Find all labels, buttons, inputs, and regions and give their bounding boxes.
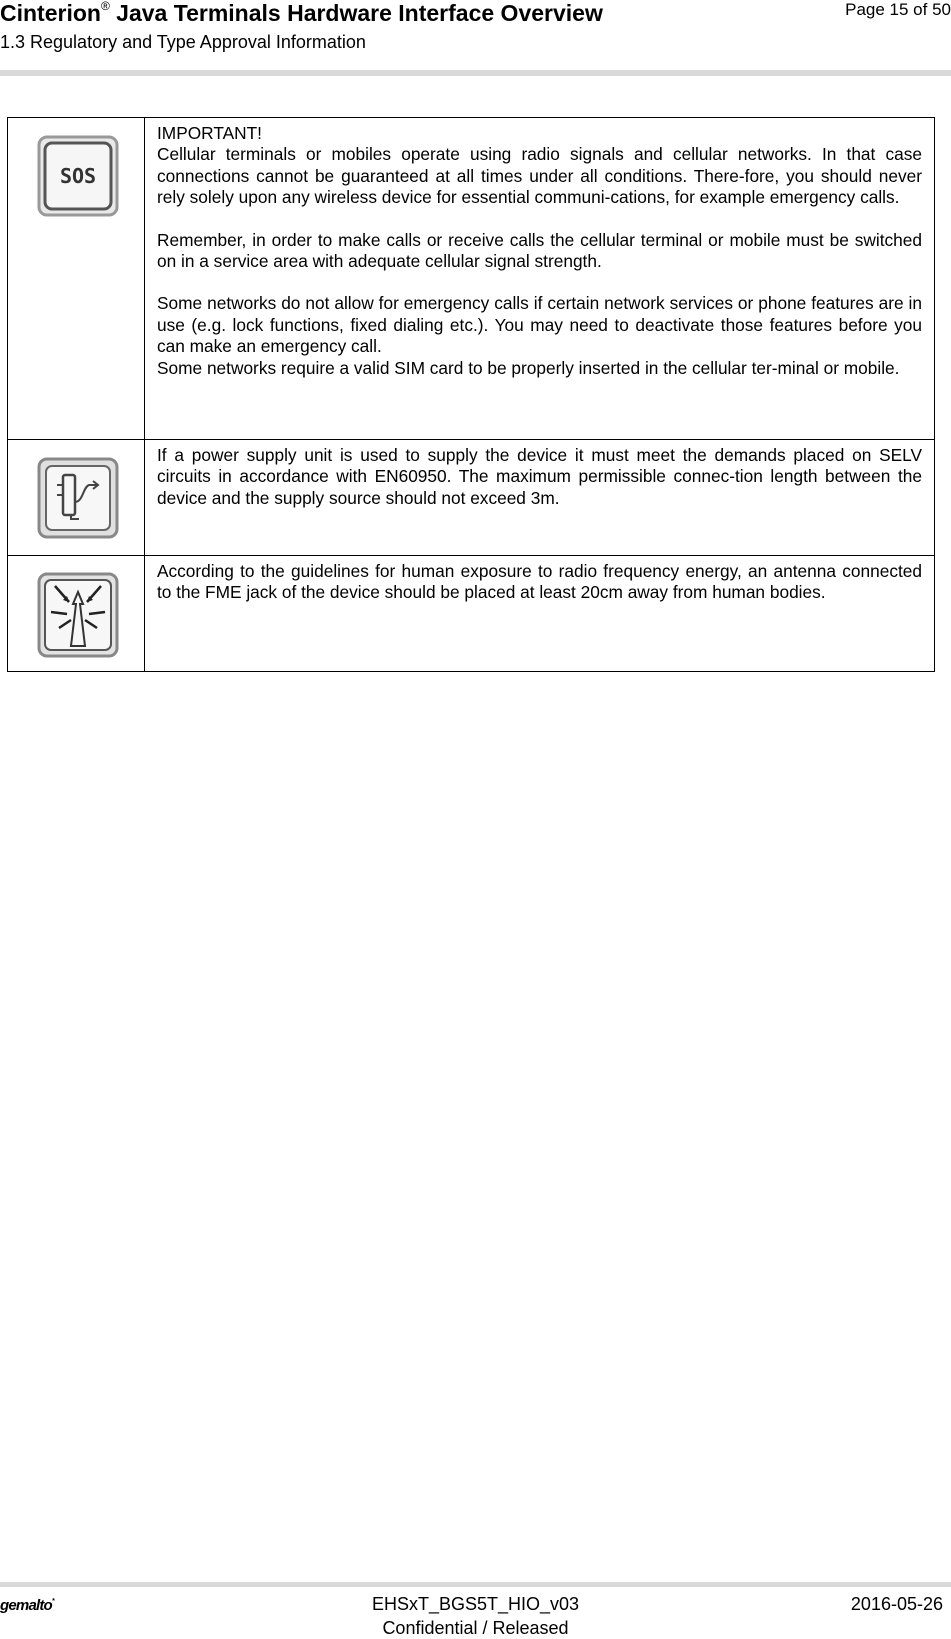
document-title — [0, 0, 603, 26]
registered-mark: ® — [100, 0, 110, 13]
note-text — [145, 118, 935, 440]
safety-notes-table — [7, 117, 935, 672]
logo-text: gemalto — [0, 1597, 52, 1614]
classification: Confidential / Released — [382, 1618, 569, 1638]
page-number: Page 15 of 50 — [845, 0, 951, 19]
svg-text:SOS: SOS — [59, 164, 97, 188]
paragraph: Remember, in order to make calls or receive calls the cellular terminal or mobile must be switched on in a service area with adequate cellular signal strength. — [157, 229, 922, 272]
table-row — [8, 440, 935, 556]
table-row — [8, 556, 935, 672]
paragraph: According to the guidelines for human exposure to radio frequency energy, an antenna connected to the FME jack of the device should be placed at least 20cm away from human bodies. — [157, 561, 922, 603]
power-supply-icon — [35, 457, 121, 543]
note-text — [145, 556, 935, 672]
table-row — [8, 118, 935, 440]
icon-cell — [8, 556, 145, 672]
important-heading: IMPORTANT! — [157, 123, 262, 143]
title-rest: Java Terminals Hardware Interface Overview — [109, 0, 603, 26]
document-id: EHSxT_BGS5T_HIO_v03 — [371, 1594, 580, 1614]
icon-cell — [8, 118, 145, 440]
paragraph: If a power supply unit is used to supply the device it must meet the demands placed on SELV circuits in accordance with EN60950. The maximum permissible connec-tion length between the device and the supply source should not exceed 3m. — [157, 445, 922, 508]
icon-cell — [8, 440, 145, 556]
paragraph: Cellular terminals or mobiles operate using radio signals and cellular networks. In that case connections cannot be guaranteed at all times under all conditions. There-fore, you should never rely solely upon any wireless device for essential communi-cations, for example emergency calls. — [157, 144, 922, 208]
section-subtitle: 1.3 Regulatory and Type Approval Information — [0, 32, 366, 52]
footer-divider — [0, 1582, 951, 1587]
document-date: 2016-05-26 — [850, 1594, 943, 1614]
antenna-radiation-icon — [35, 572, 121, 658]
title-brand: Cinterion — [0, 0, 101, 26]
sos-icon — [35, 135, 121, 221]
paragraph: Some networks do not allow for emergency calls if certain network services or phone features are in use (e.g. lock functions, fixed dialing etc.). You may need to deactivate those features before you can make an emergency call. — [157, 293, 922, 357]
header-divider — [0, 70, 951, 76]
paragraph: Some networks require a valid SIM card to be properly inserted in the cellular ter-minal or mobile. — [157, 357, 900, 378]
logo-mark: * — [51, 1598, 54, 1605]
note-text — [145, 440, 935, 556]
